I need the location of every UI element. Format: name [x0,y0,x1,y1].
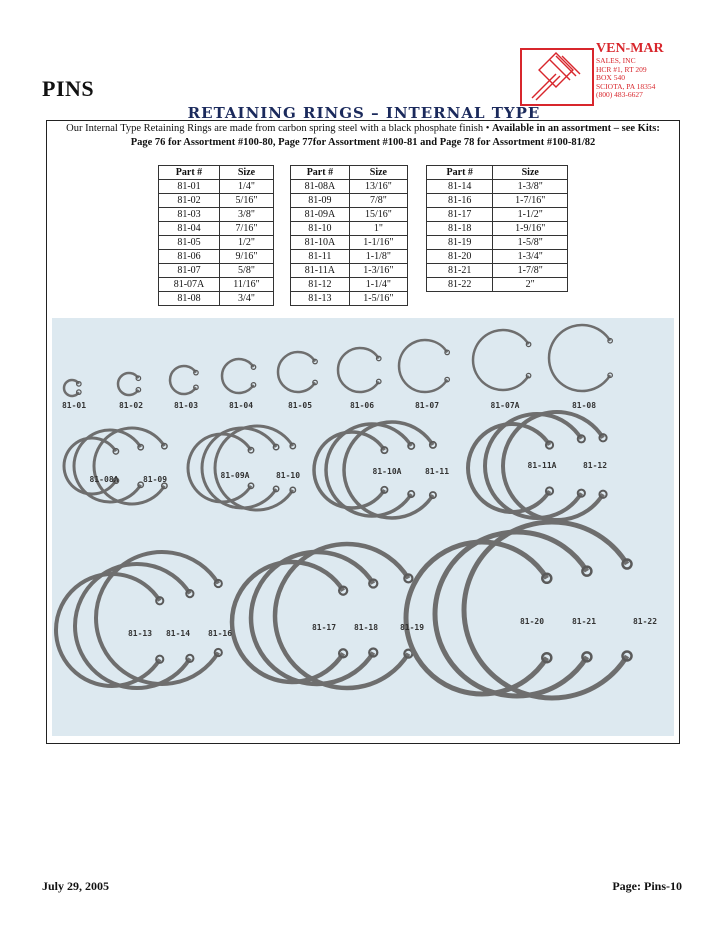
size-cell: 1-3/8" [493,180,568,194]
size-cell: 3/4" [219,292,273,306]
retaining-ring [251,552,377,684]
part-number-cell: 81-07 [159,264,220,278]
ring-part-label: 81-04 [228,401,254,410]
retaining-ring [275,544,412,688]
retaining-ring [96,552,222,684]
ring-part-label: 81-02 [118,401,144,410]
part-number-cell: 81-14 [427,180,493,194]
part-number-cell: 81-06 [159,250,220,264]
retaining-ring [464,522,632,698]
size-cell: 1/4" [219,180,273,194]
column-header: Part # [291,166,350,180]
logo-name: VEN-MAR [596,41,664,56]
retaining-ring [549,325,612,391]
size-cell: 1-5/16" [349,292,407,306]
ring-part-label: 81-09A [220,471,250,480]
description-bold: Available in an assortment – see Kits: Page 76 for Assortment #100-80, Page 77for Assortment #100-81 and Page 78 for Assortment #100-81/82 [130,123,660,148]
footer-page-number: Page: Pins-10 [612,879,682,893]
table-row [427,278,568,292]
description [60,122,666,150]
ring-part-label: 81-18 [353,623,379,632]
retaining-ring [435,532,591,696]
table-header-row [291,166,408,180]
size-cell: 1-1/2" [493,208,568,222]
table-row [291,264,408,278]
parts-table-2 [290,165,408,306]
logo-line: SALES, INC [596,56,636,65]
ring-part-label: 81-01 [61,401,87,410]
retaining-ring [118,373,141,395]
part-number-cell: 81-03 [159,208,220,222]
table-row [159,292,274,306]
column-header: Part # [427,166,493,180]
column-header: Part # [159,166,220,180]
part-number-cell: 81-20 [427,250,493,264]
table-row [159,194,274,208]
ring-part-label: 81-05 [287,401,313,410]
table-row [159,264,274,278]
parts-table-1 [158,165,274,306]
retaining-ring [170,366,198,394]
size-cell: 5/8" [219,264,273,278]
retaining-ring [64,380,81,396]
size-cell: 1-1/16" [349,236,407,250]
part-number-cell: 81-13 [291,292,350,306]
ring-part-label: 81-17 [311,623,337,632]
table-row [427,180,568,194]
part-number-cell: 81-17 [427,208,493,222]
size-cell: 1-3/16" [349,264,407,278]
parts-table-3 [426,165,568,292]
ring-part-label: 81-12 [582,461,608,470]
ring-part-label: 81-11 [424,467,450,476]
table-row [291,250,408,264]
size-cell: 1-5/8" [493,236,568,250]
table-row [291,236,408,250]
size-cell: 1" [349,222,407,236]
size-cell: 15/16" [349,208,407,222]
ring-part-label: 81-07A [490,401,520,410]
product-photo [52,318,674,736]
table-row [427,264,568,278]
part-number-cell: 81-19 [427,236,493,250]
size-cell: 9/16" [219,250,273,264]
part-number-cell: 81-16 [427,194,493,208]
size-cell: 1/2" [219,236,273,250]
retaining-rings-image [52,318,674,736]
part-number-cell: 81-10A [291,236,350,250]
ring-part-label: 81-06 [349,401,375,410]
size-cell: 7/16" [219,222,273,236]
part-number-cell: 81-09 [291,194,350,208]
table-row [159,250,274,264]
table-row [159,180,274,194]
table-row [427,250,568,264]
ring-part-label: 81-21 [571,617,597,626]
retaining-ring [278,352,317,392]
table-row [427,208,568,222]
part-number-cell: 81-22 [427,278,493,292]
table-row [291,292,408,306]
ring-part-label: 81-22 [632,617,658,626]
table-row [159,208,274,222]
part-number-cell: 81-07A [159,278,220,292]
ring-part-label: 81-19 [399,623,425,632]
size-cell: 7/8" [349,194,407,208]
ring-part-label: 81-11A [527,461,557,470]
ring-part-label: 81-14 [165,629,191,638]
retaining-ring [222,359,256,393]
section-title: RETAINING RINGS – INTERNAL TYPE [187,104,541,122]
table-row [291,208,408,222]
table-row [291,194,408,208]
retaining-ring [64,438,119,494]
part-number-cell: 81-08 [159,292,220,306]
size-cell: 11/16" [219,278,273,292]
size-cell: 1-3/4" [493,250,568,264]
table-header-row [427,166,568,180]
column-header: Size [493,166,568,180]
ring-part-label: 81-10A [372,467,402,476]
retaining-ring [74,430,143,502]
ring-part-label: 81-13 [127,629,153,638]
size-cell: 1-9/16" [493,222,568,236]
table-row [427,236,568,250]
part-number-cell: 81-02 [159,194,220,208]
ring-part-label: 81-16 [207,629,233,638]
size-cell: 1-7/8" [493,264,568,278]
table-header-row [159,166,274,180]
size-cell: 1-1/8" [349,250,407,264]
table-row [291,180,408,194]
retaining-ring [338,348,381,392]
company-logo [520,40,695,106]
ring-part-label: 81-20 [519,617,545,626]
ring-part-label: 81-03 [173,401,199,410]
retaining-ring [473,330,531,390]
page-title: PINS [42,76,95,101]
retaining-ring [215,426,296,510]
logo-text-block [596,42,664,99]
table-row [159,236,274,250]
part-number-cell: 81-05 [159,236,220,250]
ring-part-label: 81-10 [275,471,301,480]
description-intro: Our Internal Type Retaining Rings are made from carbon spring steel with a black phosphate finish • [66,123,493,134]
retaining-ring [75,564,193,688]
size-cell: 13/16" [349,180,407,194]
size-cell: 5/16" [219,194,273,208]
part-number-cell: 81-11A [291,264,350,278]
ring-part-label: 81-07 [414,401,440,410]
part-number-cell: 81-04 [159,222,220,236]
table-row [291,278,408,292]
table-row [427,194,568,208]
column-header: Size [219,166,273,180]
table-row [159,278,274,292]
part-number-cell: 81-18 [427,222,493,236]
table-row [427,222,568,236]
size-cell: 1-1/4" [349,278,407,292]
part-number-cell: 81-09A [291,208,350,222]
column-header: Size [349,166,407,180]
retaining-ring [399,340,449,392]
footer-date: July 29, 2005 [42,879,110,893]
table-row [159,222,274,236]
ring-part-label: 81-08 [571,401,597,410]
part-number-cell: 81-21 [427,264,493,278]
logo-line: SCIOTA, PA 18354 [596,81,656,91]
logo-hammer-icon [522,50,592,104]
table-row [291,222,408,236]
part-number-cell: 81-10 [291,222,350,236]
logo-graphic [520,48,594,106]
part-number-cell: 81-11 [291,250,350,264]
ring-part-label: 81-09 [142,475,168,484]
size-cell: 3/8" [219,208,273,222]
retaining-ring [94,428,167,504]
size-cell: 2" [493,278,568,292]
logo-line: BOX 540 [596,73,625,82]
part-number-cell: 81-01 [159,180,220,194]
size-cell: 1-7/16" [493,194,568,208]
logo-line: HCR #1, RT 209 [596,64,647,74]
ring-part-label: 81-08A [89,475,119,484]
part-number-cell: 81-12 [291,278,350,292]
part-number-cell: 81-08A [291,180,350,194]
logo-line: (800) 483-6627 [596,90,643,99]
